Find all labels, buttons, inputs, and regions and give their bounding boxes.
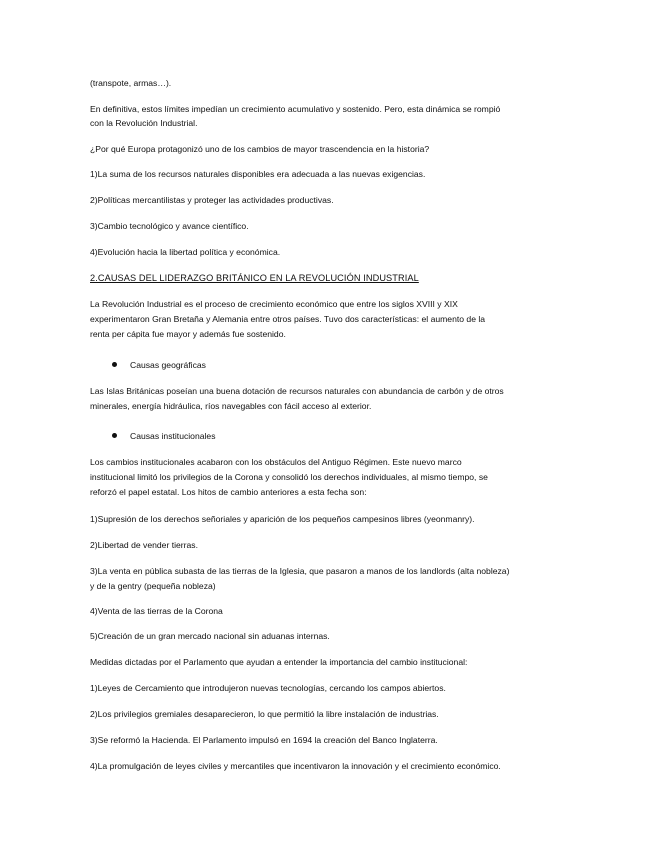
paragraph-line: En definitiva, estos límites impedían un crecimiento acumulativo y sostenido. Pero, esta dinámica se rompió xyxy=(90,104,501,114)
milestone-item: 1)Supresión de los derechos señoriales y aparición de los pequeños campesinos libres (yeonmanry). xyxy=(90,514,475,524)
paragraph-line: Los cambios institucionales acabaron con los obstáculos del Antiguo Régimen. Este nuevo marco xyxy=(90,457,462,467)
paragraph-line: La Revolución Industrial es el proceso de crecimiento económico que entre los siglos XVIII y XIX xyxy=(90,299,458,309)
measure-item: 2)Los privilegios gremiales desaparecieron, lo que permitió la libre instalación de industrias. xyxy=(90,709,439,719)
paragraph-line: experimentaron Gran Bretaña y Alemania entre otros países. Tuvo dos características: el aumento de la xyxy=(90,314,486,324)
reason-item: 2)Políticas mercantilistas y proteger las actividades productivas. xyxy=(90,195,334,205)
paragraph-line: minerales, energía hidráulica, ríos navegables con fácil acceso al exterior. xyxy=(90,401,372,411)
question-line: ¿Por qué Europa protagonizó uno de los cambios de mayor trascendencia en la historia? xyxy=(90,144,430,154)
measure-item: 1)Leyes de Cercamiento que introdujeron nuevas tecnologías, cercando los campos abiertos. xyxy=(90,683,446,693)
reason-item: 3)Cambio tecnológico y avance científico. xyxy=(90,221,249,231)
milestone-item: y de la gentry (pequeña nobleza) xyxy=(90,581,216,591)
bullet-heading-geo: Causas geográficas xyxy=(130,360,206,370)
bullet-icon xyxy=(112,362,117,367)
milestone-item: 4)Venta de las tierras de la Corona xyxy=(90,606,223,616)
paragraph-line: institucional limitó los privilegios de la Corona y consolidó los derechos individuales, al mismo tiempo, se xyxy=(90,472,488,482)
measure-item: 3)Se reformó la Hacienda. El Parlamento impulsó en 1694 la creación del Banco Inglaterra. xyxy=(90,735,438,745)
section-heading: 2.CAUSAS DEL LIDERAZGO BRITÁNICO EN LA REVOLUCIÓN INDUSTRIAL xyxy=(90,273,419,283)
paragraph-line: reforzó el papel estatal. Los hitos de cambio anteriores a esta fecha son: xyxy=(90,487,367,497)
paragraph-line: renta per cápita fue mayor y además fue sostenido. xyxy=(90,329,286,339)
paragraph-line: con la Revolución Industrial. xyxy=(90,118,198,128)
bullet-icon xyxy=(112,433,117,438)
intro-line: (transpote, armas…). xyxy=(90,78,172,88)
reason-item: 1)La suma de los recursos naturales disponibles era adecuada a las nuevas exigencias. xyxy=(90,169,426,179)
milestone-item: 5)Creación de un gran mercado nacional sin aduanas internas. xyxy=(90,631,330,641)
measures-intro: Medidas dictadas por el Parlamento que ayudan a entender la importancia del cambio institucional: xyxy=(90,657,468,667)
reason-item: 4)Evolución hacia la libertad política y económica. xyxy=(90,247,281,257)
paragraph-line: Las Islas Británicas poseían una buena dotación de recursos naturales con abundancia de carbón y de otros xyxy=(90,386,504,396)
bullet-heading-inst: Causas institucionales xyxy=(130,431,216,441)
milestone-item: 3)La venta en pública subasta de las tierras de la Iglesia, que pasaron a manos de los landlords (alta nobleza) xyxy=(90,566,510,576)
milestone-item: 2)Libertad de vender tierras. xyxy=(90,540,198,550)
measure-item: 4)La promulgación de leyes civiles y mercantiles que incentivaron la innovación y el crecimiento económico. xyxy=(90,761,501,771)
